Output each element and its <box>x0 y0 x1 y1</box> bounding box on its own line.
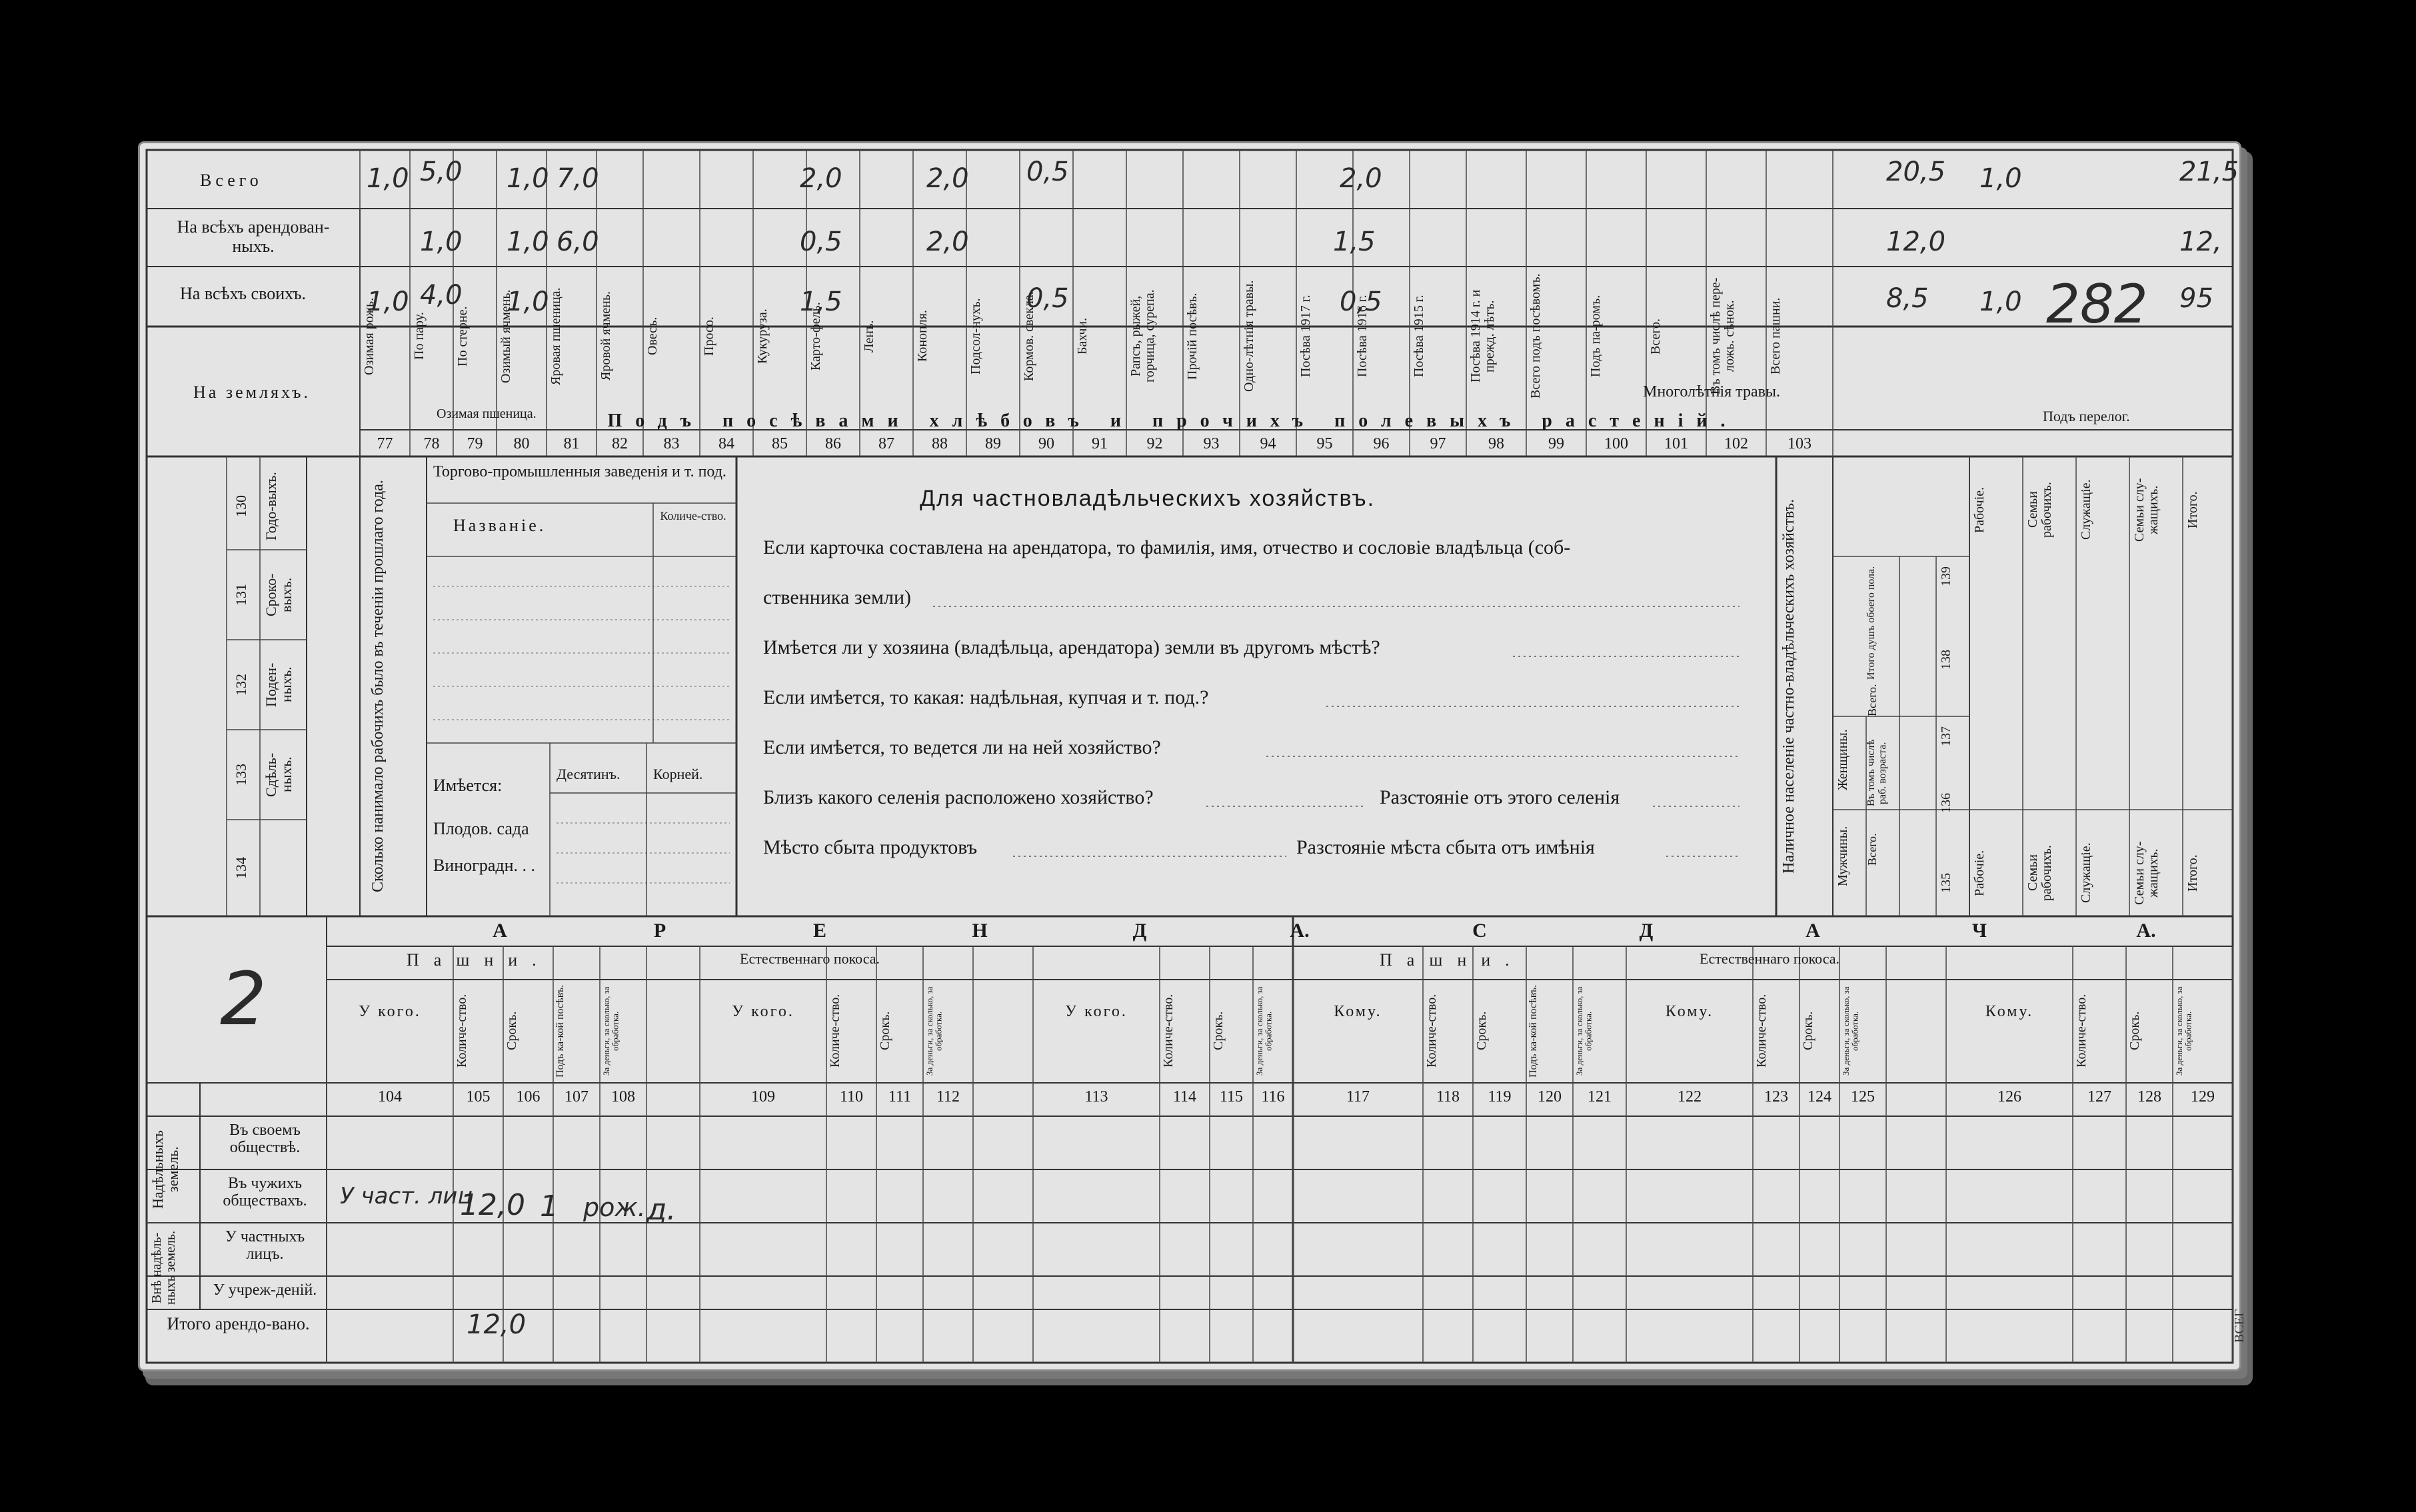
top-col-label-13: Кормов. свекла. <box>1022 291 1036 381</box>
rm-num-135: 135 <box>1939 873 1953 893</box>
top-col-label-23: Подъ па-ромъ. <box>1588 295 1603 378</box>
hw-vsego-5: 2,0 <box>926 163 969 194</box>
arenda-letter-4: Д <box>1132 920 1147 942</box>
rm-col-bot-2: Служащіе. <box>2079 842 2093 904</box>
group-pod-posevami: Подъ посѣвами хлѣбовъ и прочихъ полевыхъ растеній. <box>607 410 1739 431</box>
hw-svoi-4: 0,5 <box>1026 283 1069 314</box>
top-col-number-21: 98 <box>1488 435 1504 452</box>
hw-arend-3: 0,5 <box>800 227 842 257</box>
top-col-number-9: 86 <box>825 435 841 452</box>
rm-col-bot-0: Рабочіе. <box>1972 850 1987 896</box>
arenda-num-105: 105 <box>466 1088 491 1106</box>
hw-arend-7: 12, <box>2179 227 2222 257</box>
rm-itogo: Итого душъ обоего пола. <box>1865 566 1877 680</box>
arenda-num-108: 108 <box>611 1088 635 1106</box>
arenda-letter-5: А. <box>1290 920 1310 942</box>
row-label-vsego: Всего <box>200 171 263 190</box>
rm-muzh: Мужчины. <box>1835 826 1850 887</box>
top-col-label-16: Прочій посѣвъ. <box>1185 293 1200 380</box>
hired-label-3: Сдѣль-ныхъ. <box>263 752 295 797</box>
arenda-num-125: 125 <box>1851 1088 1875 1106</box>
hw-svoi-2: 1,0 <box>507 287 549 317</box>
arenda-num-114: 114 <box>1172 1088 1197 1106</box>
sub-h-21: За деньги, за сколько, за обработка. <box>1841 986 1860 1076</box>
top-col-number-25: 102 <box>1724 435 1748 452</box>
top-col-number-4: 81 <box>563 435 580 452</box>
rm-num-137: 137 <box>1939 726 1953 746</box>
arenda-num-121: 121 <box>1588 1088 1612 1106</box>
top-col-number-13: 90 <box>1038 435 1054 452</box>
rm-col-top-1: Семьи рабочихъ. <box>2025 482 2054 538</box>
private-line-6: Близъ какого селенія расположено хозяйство? <box>763 786 1154 808</box>
top-col-number-10: 87 <box>878 435 894 452</box>
top-col-number-22: 99 <box>1548 435 1564 452</box>
arenda-num-119: 119 <box>1488 1088 1512 1106</box>
top-col-label-17: Одно-лѣтнія травы. <box>1242 280 1256 392</box>
trade-sad: Плодов. сада <box>433 819 529 838</box>
trade-korney: Корней. <box>653 766 703 782</box>
arenda-num-116: 116 <box>1261 1088 1285 1106</box>
hired-num-130: 130 <box>233 495 249 518</box>
trade-desyatin: Десятинъ. <box>557 766 620 782</box>
arenda-row-1: Въ чужихъ обществахъ. <box>223 1175 307 1210</box>
sub-h-0: У кого. <box>359 1003 421 1020</box>
sdacha-letter-0: С <box>1472 920 1487 942</box>
top-col-label-11: Конопля. <box>915 310 930 363</box>
private-line-3: Имѣется ли у хозяина (владѣльца, арендатора) земли въ другомъ мѣстѣ? <box>763 636 1380 658</box>
sub-h-13: Кому. <box>1334 1003 1382 1020</box>
arenda-letter-0: А <box>493 920 507 942</box>
sub-h-23: Количе-ство. <box>2074 994 2089 1068</box>
hired-workers-question: Сколько нанимало рабочихъ было въ теченіи прошлаго года. <box>369 480 387 893</box>
arenda-letter-1: Р <box>653 920 666 942</box>
edge-text: ВСЕГ <box>2232 1309 2247 1343</box>
arenda-num-112: 112 <box>936 1088 960 1106</box>
hw-svoi-6: 8,5 <box>1886 283 1929 314</box>
hw-vsego-7: 2,0 <box>1340 163 1382 194</box>
nalichnoe-naselenie: Наличное населеніе частно-владѣльческихъ хозяйствъ. <box>1780 498 1798 874</box>
arenda-pashni: Пашни. <box>407 950 551 970</box>
rm-num-136: 136 <box>1939 793 1953 813</box>
hw-vsego-6: 0,5 <box>1026 157 1069 187</box>
top-col-number-18: 95 <box>1316 435 1333 452</box>
private-line-1: Если карточка составлена на арендатора, то фамилія, имя, отчество и сословіе владѣльца (соб- <box>763 536 1571 558</box>
sdacha-pashni: Пашни. <box>1380 950 1524 970</box>
top-col-label-8: Кукуруза. <box>755 309 770 364</box>
sub-h-18: Кому. <box>1665 1003 1714 1020</box>
sub-h-5: У кого. <box>732 1003 794 1020</box>
top-col-number-26: 103 <box>1788 435 1812 452</box>
row-label-arend: На всѣхъ арендован-ныхъ. <box>177 217 330 256</box>
hw-arend-5: 1,5 <box>1333 227 1376 257</box>
hired-num-132: 132 <box>233 674 249 696</box>
arenda-num-126: 126 <box>1997 1088 2021 1106</box>
top-col-number-14: 91 <box>1092 435 1108 452</box>
top-col-label-20: Посѣва 1915 г. <box>1412 295 1426 378</box>
top-col-label-25: Въ томъ числѣ пере-ложь. сѣнок. <box>1708 277 1737 395</box>
top-col-label-7: Просо. <box>702 317 716 356</box>
rm-vtom-1: Въ томъ числѣ раб. возраста. <box>1865 739 1888 807</box>
top-col-number-8: 85 <box>772 435 788 452</box>
top-col-label-5: Яровой ячмень. <box>599 291 613 381</box>
rm-col-bot-1: Семьи рабочихъ. <box>2025 845 2054 901</box>
hired-label-0: Годо-выхъ. <box>263 472 279 541</box>
row-label-na-zemlyakh: На земляхъ. <box>193 382 311 402</box>
census-card: Всего На всѣхъ арендован-ныхъ. На всѣхъ своихъ. На земляхъ. Озимая рожь. По пару. По стерне. Озимый ячмень. Яровая пшеница. Яровой ячмень. Овесъ. Просо. Кукуруза. Карто-фель. Ленъ. Конопля. Подсол-нухъ. Кормов. свекла. Бахчи. Рапсъ, рыжей, горчица, сурепа. Прочій посѣвъ. Одно-лѣтнія травы. Посѣва 1917 г. Посѣва 1916 г. Посѣва 1915 г. Посѣва 1914 г. и прежд. лѣтъ. Всего подъ посѣвомъ. Подъ па-ромъ. Всего. Въ томъ числѣ пере-ложь. сѣнок. Всего пашни. 77 78 79 80 81 82 83 84 85 86 87 88 89 90 91 92 93 94 95 96 97 98 99 100 101 102 103 Озимая пшеница. Многолѣтнія травы. Подъ перелог. Подъ посѣвами хлѣбовъ и прочихъ полевыхъ растеній. 1,0 5,0 1,0 7,0 2,0 2,0 0,5 2,0 20,5 1,0 21,5 1,0 1,0 6,0 0,5 2,0 1,5 12,0 12, 1,0 4,0 1,0 1,5 0,5 0,5 8,5 1,0 95 282 130 131 132 133 134 Годо-выхъ. Сроко-выхъ. Поден-ныхъ. Сдѣль-ныхъ. Сколько нанимало рабочихъ было въ теченіи прошлаго года. Торгово-промышленныя заведенія и т. под. Названіе. Количе-ство. Имѣется: Десятинъ. Корней. Плодов. сада Виноградн. . . Для частновладѣльческихъ хозяйствъ. Если карточка составлена на арендатора, то фамилія, имя, отчество и сословіе владѣльца (соб- ственника земли) Имѣется ли у хозяина (владѣльца, арендатора) земли въ другомъ мѣстѣ? Если имѣется, то какая: надѣльная, купчая и т. под.? Если имѣется, то ведется ли на ней хозяйство? Близъ какого селенія расположено хозяйство? Разстояніе отъ этого селенія Мѣсто сбыта продуктовъ Разстояніе мѣста сбыта отъ имѣнія Наличное населеніе частно-владѣльческихъ хозяйствъ. Мужчины. Женщины. Всего. Въ томъ числѣ раб. возраста. Всего. Итого душъ обоего пола. 135 136 137 138 139 Рабочіе. Рабочіе. Семьи рабочихъ. Семьи рабочихъ. Служащіе. Служащіе. Семьи слу-жащихъ. Семьи слу-жащихъ. Итого. Итого. 2 А Р Е Н Д А. С Д А Ч А. Пашни. Естественнаго покоса. Пашни. Естественнаго покоса. У кого. Количе-ство. Срокъ. Подъ ка-кой посѣвъ. За деньги, за сколько, за обработка. У кого. Количе-ство. Срокъ. За деньги, за сколько, за обработка. У кого. Количе-ство. Срокъ. За деньги, за сколько, за обработка. Кому. Количе-ство. Срокъ. Подъ ка-кой посѣвъ. За деньги, за сколько, за обработка. Кому. Количе-ство. Срокъ. За деньги, за сколько, за обработка. Кому. Количе-ство. Срокъ. За деньги, за сколько, за обработка. 104 105 106 107 108 109 110 111 112 113 114 115 116 117 118 119 120 121 122 123 124 125 126 127 128 129 Въ своемъ обществѣ. Въ чужихъ обществахъ. У частныхъ лицъ. У учреж-деній. Итого арендо-вано. Надѣльныхъ земель. Внѣ надѣль-ныхъ земель. У част. лиц 12,0 1 рож. д. 12,0 ВСЕГ <box>140 143 2239 1369</box>
rm-col-top-0: Рабочіе. <box>1972 486 1987 533</box>
sub-h-4: За деньги, за сколько, за обработка. <box>601 986 620 1076</box>
sub-h-3: Подъ ка-кой посѣвъ. <box>555 984 566 1078</box>
arenda-letter-3: Н <box>972 920 988 942</box>
top-col-number-1: 78 <box>423 435 440 452</box>
hired-num-131: 131 <box>233 584 249 606</box>
rm-num-139: 139 <box>1939 566 1953 586</box>
sub-h-15: Срокъ. <box>1474 1011 1489 1051</box>
sdacha-letter-2: А <box>1806 920 1820 942</box>
top-col-number-2: 79 <box>467 435 483 452</box>
top-col-label-3: Озимый ячмень. <box>499 289 513 383</box>
arenda-hw-2: 1 <box>540 1189 559 1223</box>
hw-arend-1: 1,0 <box>507 227 549 257</box>
top-col-label-2: По стерне. <box>455 306 470 367</box>
top-col-label-19: Посѣва 1916 г. <box>1355 295 1370 378</box>
sub-h-16: Подъ ка-кой посѣвъ. <box>1528 984 1539 1078</box>
top-col-label-6: Овесъ. <box>645 317 660 356</box>
trade-name-header: Названіе. <box>453 516 547 535</box>
hw-vsego-2: 1,0 <box>507 163 549 194</box>
arenda-hw-3: рож. <box>583 1193 646 1222</box>
hw-svoi-8: 95 <box>2179 283 2213 314</box>
hw-svoi-1: 4,0 <box>420 280 463 311</box>
arenda-hw-0: У част. лиц <box>340 1183 473 1209</box>
top-col-number-12: 89 <box>985 435 1001 452</box>
private-title: Для частновладѣльческихъ хозяйствъ. <box>920 486 1376 511</box>
top-col-number-11: 88 <box>932 435 948 452</box>
top-col-number-6: 83 <box>663 435 680 452</box>
hw-svoi-3: 1,5 <box>800 287 842 317</box>
trade-imeetsya: Имѣется: <box>433 776 503 795</box>
arenda-num-123: 123 <box>1764 1088 1788 1106</box>
trade-qty-header: Количе-ство. <box>660 509 726 522</box>
hw-svoi-7: 1,0 <box>1979 287 2022 317</box>
private-line-7: Разстояніе отъ этого селенія <box>1380 786 1620 808</box>
sub-h-25: За деньги, за сколько, за обработка. <box>2174 986 2193 1076</box>
top-col-label-15: Рапсъ, рыжей, горчица, сурепа. <box>1128 289 1157 383</box>
hw-vsego-0: 1,0 <box>367 163 409 194</box>
arenda-num-109: 109 <box>751 1088 775 1106</box>
top-col-number-7: 84 <box>718 435 734 452</box>
sdacha-letter-1: Д <box>1639 920 1654 942</box>
sub-h-7: Срокъ. <box>878 1011 892 1051</box>
group-pod-perelog: Подъ перелог. <box>2043 408 2130 424</box>
top-col-number-0: 77 <box>377 435 393 452</box>
group-mnogoletnie: Многолѣтнія травы. <box>1643 383 1781 400</box>
arenda-num-106: 106 <box>516 1088 541 1106</box>
arenda-num-124: 124 <box>1808 1088 1831 1106</box>
sub-h-22: Кому. <box>1985 1003 2034 1020</box>
trade-title: Торгово-промышленныя заведенія и т. под. <box>433 463 726 480</box>
group-ozimaya-pshenitsa: Озимая пшеница. <box>437 406 537 421</box>
hw-vsego-9: 1,0 <box>1979 163 2022 194</box>
arenda-num-118: 118 <box>1436 1088 1460 1106</box>
hw-arend-0: 1,0 <box>420 227 463 257</box>
top-col-label-12: Подсол-нухъ. <box>968 298 983 375</box>
handwritten-card-number: 2 <box>220 956 267 1042</box>
hw-vsego-1: 5,0 <box>420 157 463 187</box>
hw-vsego-4: 2,0 <box>800 163 842 194</box>
arenda-num-104: 104 <box>378 1088 402 1106</box>
sub-h-6: Количе-ство. <box>828 994 842 1068</box>
hw-svoi-9: 282 <box>2046 273 2148 335</box>
arenda-num-107: 107 <box>565 1088 589 1106</box>
hw-vsego-8: 20,5 <box>1886 157 1946 187</box>
rm-col-bot-3: Семьи слу-жащихъ. <box>2132 841 2161 905</box>
top-col-number-5: 82 <box>612 435 628 452</box>
arenda-num-129: 129 <box>2191 1088 2215 1106</box>
hw-arend-4: 2,0 <box>926 227 969 257</box>
hw-vsego-10: 21,5 <box>2179 157 2239 187</box>
private-line-4: Если имѣется, то какая: надѣльная, купчая и т. под.? <box>763 686 1209 708</box>
arenda-hw-1: 12,0 <box>460 1188 525 1222</box>
top-col-label-1: По пару. <box>412 312 427 361</box>
sub-h-19: Количе-ство. <box>1754 994 1769 1068</box>
sdacha-letter-4: А. <box>2136 920 2156 942</box>
hw-svoi-0: 1,0 <box>367 287 409 317</box>
top-col-label-14: Бахчи. <box>1075 317 1090 355</box>
top-col-number-20: 97 <box>1430 435 1446 452</box>
row-label-svoi: На всѣхъ своихъ. <box>180 284 307 303</box>
sub-h-17: За деньги, за сколько, за обработка. <box>1574 986 1594 1076</box>
sub-h-1: Количе-ство. <box>455 994 469 1068</box>
top-col-label-18: Посѣва 1917 г. <box>1298 295 1313 378</box>
arenda-row-0: Въ своемъ обществѣ. <box>229 1122 301 1157</box>
sdacha-letter-3: Ч <box>1971 920 1987 942</box>
hired-label-2: Поден-ныхъ. <box>263 662 295 707</box>
arenda-num-117: 117 <box>1346 1088 1370 1106</box>
arenda-row-itogo: Итого арендо-вано. <box>167 1314 310 1333</box>
arenda-num-110: 110 <box>839 1088 864 1106</box>
top-col-number-3: 80 <box>513 435 530 452</box>
rm-vsego-1: Всего. <box>1865 833 1879 866</box>
private-line-2: ственника земли) <box>763 586 911 608</box>
arenda-num-122: 122 <box>1678 1088 1702 1106</box>
hired-num-133: 133 <box>233 764 249 786</box>
hired-label-1: Сроко-выхъ. <box>263 573 295 616</box>
sub-h-11: Срокъ. <box>1211 1011 1226 1051</box>
hw-arend-2: 6,0 <box>557 227 599 257</box>
arenda-num-128: 128 <box>2137 1088 2161 1106</box>
arenda-letter-2: Е <box>812 920 826 942</box>
top-col-label-21: Посѣва 1914 г. и прежд. лѣтъ. <box>1468 289 1497 383</box>
arenda-num-120: 120 <box>1538 1088 1562 1106</box>
top-col-label-9: Карто-фель. <box>808 302 823 371</box>
top-col-number-17: 94 <box>1260 435 1276 452</box>
sdacha-estestv: Естественнаго покоса. <box>1700 950 1840 967</box>
rm-zhen: Женщины. <box>1835 729 1850 790</box>
arenda-row-3: У учреж-деній. <box>213 1281 317 1299</box>
arenda-num-115: 115 <box>1219 1088 1244 1106</box>
arenda-hw-4: д. <box>646 1193 676 1227</box>
top-col-number-23: 100 <box>1604 435 1628 452</box>
top-col-number-15: 92 <box>1146 435 1163 452</box>
arenda-row-2: У частныхъ лицъ. <box>225 1228 305 1263</box>
top-col-number-16: 93 <box>1203 435 1220 452</box>
arenda-num-127: 127 <box>2087 1088 2111 1106</box>
sub-h-2: Срокъ. <box>505 1011 519 1051</box>
arenda-group-vne: Внѣ надѣль-ныхъ земель. <box>149 1230 178 1305</box>
rm-col-top-4: Итого. <box>2185 491 2200 528</box>
top-col-label-0: Озимая рожь. <box>362 297 377 375</box>
sub-h-12: За деньги, за сколько, за обработка. <box>1254 986 1274 1076</box>
rm-col-top-3: Семьи слу-жащихъ. <box>2132 478 2161 542</box>
hw-arend-6: 12,0 <box>1886 227 1946 257</box>
arenda-num-113: 113 <box>1084 1088 1108 1106</box>
top-col-label-24: Всего. <box>1648 318 1663 355</box>
hired-num-134: 134 <box>233 857 249 879</box>
sub-h-10: Количе-ство. <box>1161 994 1176 1068</box>
sub-h-24: Срокъ. <box>2127 1011 2142 1051</box>
arenda-estestv: Естественнаго покоса. <box>740 950 880 967</box>
sub-h-8: За деньги, за сколько, за обработка. <box>924 986 944 1076</box>
arenda-num-111: 111 <box>888 1088 912 1106</box>
top-col-number-19: 96 <box>1373 435 1390 452</box>
sub-h-9: У кого. <box>1065 1003 1128 1020</box>
arenda-hw-itogo: 12,0 <box>467 1309 527 1340</box>
trade-vino: Виноградн. . . <box>433 856 536 875</box>
top-col-label-10: Ленъ. <box>862 320 876 353</box>
sub-h-20: Срокъ. <box>1801 1011 1815 1051</box>
sub-h-14: Количе-ство. <box>1424 994 1439 1068</box>
arenda-group-nadel: Надѣльныхъ земель. <box>149 1130 182 1209</box>
rm-num-138: 138 <box>1939 650 1953 670</box>
top-col-label-4: Яровая пшеница. <box>549 287 563 385</box>
private-line-5: Если имѣется, то ведется ли на ней хозяйство? <box>763 736 1161 758</box>
rm-col-bot-4: Итого. <box>2185 854 2200 892</box>
hw-svoi-5: 0,5 <box>1340 287 1382 317</box>
hw-vsego-3: 7,0 <box>557 163 599 194</box>
top-col-label-26: Всего пашни. <box>1768 297 1783 375</box>
private-line-9: Разстояніе мѣста сбыта отъ имѣнія <box>1296 836 1595 858</box>
top-col-label-22: Всего подъ посѣвомъ. <box>1528 273 1543 399</box>
top-col-number-24: 101 <box>1664 435 1688 452</box>
private-line-8: Мѣсто сбыта продуктовъ <box>763 836 978 858</box>
rm-col-top-2: Служащіе. <box>2079 479 2093 540</box>
